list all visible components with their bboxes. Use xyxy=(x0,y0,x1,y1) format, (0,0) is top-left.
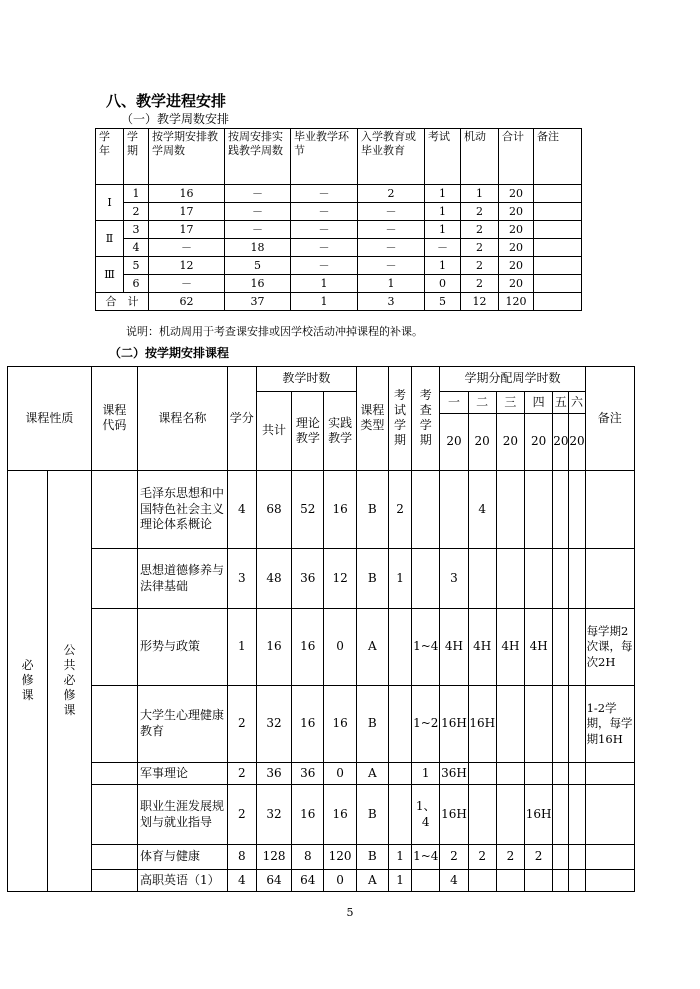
header-type: 课程类型 xyxy=(356,367,388,471)
course-t2 xyxy=(468,785,496,845)
nature-main-label: 必修课 xyxy=(21,658,34,703)
course-remark: 每学期2次课，每次2H xyxy=(585,609,634,686)
header-term-1: 一 xyxy=(440,392,468,414)
week-cell-teach: 17 xyxy=(149,203,225,221)
course-theory: 8 xyxy=(292,845,324,870)
course-exam: 1 xyxy=(388,549,411,609)
course-t4 xyxy=(525,686,553,763)
week-cell-total: 20 xyxy=(499,185,534,203)
week-cell-total: 20 xyxy=(499,275,534,293)
course-t6 xyxy=(569,763,585,785)
course-credit: 1 xyxy=(227,609,256,686)
total-cell-entry: 3 xyxy=(358,293,425,311)
week-cell-flex: 1 xyxy=(461,185,499,203)
course-theory: 64 xyxy=(292,870,324,892)
week-cell-remark xyxy=(534,257,582,275)
course-credit: 4 xyxy=(227,870,256,892)
header-exam-term: 考试学期 xyxy=(388,367,411,471)
week-cell-entry: 1 xyxy=(358,275,425,293)
course-code xyxy=(91,785,137,845)
total-cell-teach: 62 xyxy=(149,293,225,311)
course-check: 1~4 xyxy=(412,609,440,686)
week-cell-total: 20 xyxy=(499,257,534,275)
week-cell-practice: － xyxy=(225,185,291,203)
year-cell: Ⅲ xyxy=(96,257,124,293)
week-cell-practice: 16 xyxy=(225,275,291,293)
course-t6 xyxy=(569,870,585,892)
week-cell-teach: － xyxy=(149,239,225,257)
header-term-3: 三 xyxy=(496,392,524,414)
course-t4: 16H xyxy=(525,785,553,845)
course-check xyxy=(412,549,440,609)
course-t1: 36H xyxy=(440,763,468,785)
course-t1: 16H xyxy=(440,785,468,845)
week-cell-exam: 0 xyxy=(425,275,461,293)
week-cell-flex: 2 xyxy=(461,275,499,293)
course-row xyxy=(8,870,635,892)
course-total: 128 xyxy=(256,845,291,870)
week-cell-teach: 12 xyxy=(149,257,225,275)
course-t5 xyxy=(553,763,569,785)
course-t2 xyxy=(468,549,496,609)
course-theory: 16 xyxy=(292,609,324,686)
course-credit: 4 xyxy=(227,471,256,549)
course-t5 xyxy=(553,845,569,870)
week-cell-exam: 1 xyxy=(425,185,461,203)
header-code: 课程代码 xyxy=(91,367,137,471)
week-cell-grad: － xyxy=(291,257,358,275)
week-cell-teach: 16 xyxy=(149,185,225,203)
course-t1: 4 xyxy=(440,870,468,892)
course-t5 xyxy=(553,549,569,609)
course-name: 高职英语（1） xyxy=(138,870,228,892)
header-hours-group: 教学时数 xyxy=(256,367,356,392)
course-credit: 2 xyxy=(227,686,256,763)
header-term-6: 六 xyxy=(569,392,585,414)
course-t4 xyxy=(525,471,553,549)
course-total: 36 xyxy=(256,763,291,785)
course-code xyxy=(91,609,137,686)
course-check xyxy=(412,870,440,892)
course-t4 xyxy=(525,763,553,785)
week-table-row xyxy=(96,257,582,275)
course-t3 xyxy=(496,686,524,763)
course-t5 xyxy=(553,785,569,845)
course-t6 xyxy=(569,549,585,609)
header-remark: 备注 xyxy=(585,367,634,471)
course-code xyxy=(91,845,137,870)
course-t4: 4H xyxy=(525,609,553,686)
course-name: 形势与政策 xyxy=(138,609,228,686)
course-type: B xyxy=(356,471,388,549)
header-weeks-5: 20 xyxy=(553,414,569,471)
header-weeks-3: 20 xyxy=(496,414,524,471)
course-exam: 2 xyxy=(388,471,411,549)
week-cell-exam: 1 xyxy=(425,221,461,239)
course-code xyxy=(91,471,137,549)
course-credit: 3 xyxy=(227,549,256,609)
header-cell: 合计 xyxy=(499,129,534,185)
course-type: B xyxy=(356,845,388,870)
course-practice: 0 xyxy=(324,763,356,785)
header-weeks-2: 20 xyxy=(468,414,496,471)
section-title: 八、教学进程安排 xyxy=(106,92,227,110)
course-theory: 16 xyxy=(292,785,324,845)
course-remark xyxy=(585,870,634,892)
course-t1: 3 xyxy=(440,549,468,609)
year-cell: Ⅱ xyxy=(96,221,124,257)
header-credit: 学分 xyxy=(227,367,256,471)
course-total: 64 xyxy=(256,870,291,892)
course-t3 xyxy=(496,549,524,609)
header-weeks-1: 20 xyxy=(440,414,468,471)
course-total: 68 xyxy=(256,471,291,549)
week-cell-practice: － xyxy=(225,203,291,221)
course-practice: 0 xyxy=(324,609,356,686)
week-cell-term: 6 xyxy=(124,275,149,293)
course-practice: 16 xyxy=(324,686,356,763)
week-table-row xyxy=(96,203,582,221)
course-type: A xyxy=(356,609,388,686)
week-cell-term: 5 xyxy=(124,257,149,275)
header-cell: 备注 xyxy=(534,129,582,185)
week-cell-grad: － xyxy=(291,185,358,203)
course-table-body xyxy=(8,471,635,892)
course-row xyxy=(8,763,635,785)
subsection-week-title: （一）教学周数安排 xyxy=(121,112,230,126)
course-t3 xyxy=(496,870,524,892)
course-total: 32 xyxy=(256,785,291,845)
course-code xyxy=(91,686,137,763)
week-cell-term: 2 xyxy=(124,203,149,221)
course-name: 职业生涯发展规划与就业指导 xyxy=(138,785,228,845)
week-cell-grad: － xyxy=(291,239,358,257)
course-credit: 2 xyxy=(227,763,256,785)
week-cell-remark xyxy=(534,275,582,293)
course-row xyxy=(8,845,635,870)
course-credit: 2 xyxy=(227,785,256,845)
course-t6 xyxy=(569,471,585,549)
course-t2 xyxy=(468,763,496,785)
course-name: 思想道德修养与法律基础 xyxy=(138,549,228,609)
week-cell-remark xyxy=(534,203,582,221)
course-t4 xyxy=(525,549,553,609)
course-row xyxy=(8,785,635,845)
course-code xyxy=(91,549,137,609)
course-exam: 1 xyxy=(388,870,411,892)
week-table-row xyxy=(96,221,582,239)
week-cell-entry: － xyxy=(358,239,425,257)
nature-main-cell xyxy=(8,471,48,892)
header-nature: 课程性质 xyxy=(8,367,92,471)
course-code xyxy=(91,870,137,892)
course-check: 1~2 xyxy=(412,686,440,763)
week-cell-flex: 2 xyxy=(461,221,499,239)
week-table-body xyxy=(96,185,582,311)
week-cell-term: 1 xyxy=(124,185,149,203)
week-cell-exam: － xyxy=(425,239,461,257)
week-cell-term: 3 xyxy=(124,221,149,239)
course-row xyxy=(8,471,635,549)
header-cell: 按学期安排教学周数 xyxy=(149,129,225,185)
course-total: 32 xyxy=(256,686,291,763)
total-cell-exam: 5 xyxy=(425,293,461,311)
header-cell: 学期 xyxy=(124,129,149,185)
course-t5 xyxy=(553,609,569,686)
course-check xyxy=(412,471,440,549)
course-t5 xyxy=(553,870,569,892)
week-table-row xyxy=(96,239,582,257)
header-weekly-group: 学期分配周学时数 xyxy=(440,367,585,392)
course-t1: 2 xyxy=(440,845,468,870)
header-practice: 实践教学 xyxy=(324,392,356,471)
course-t2: 4H xyxy=(468,609,496,686)
course-t1 xyxy=(440,471,468,549)
header-cell: 入学教育或毕业教育 xyxy=(358,129,425,185)
course-t4: 2 xyxy=(525,845,553,870)
course-total: 48 xyxy=(256,549,291,609)
course-t3: 2 xyxy=(496,845,524,870)
course-practice: 12 xyxy=(324,549,356,609)
week-cell-grad: － xyxy=(291,221,358,239)
course-t2: 16H xyxy=(468,686,496,763)
course-total: 16 xyxy=(256,609,291,686)
course-remark xyxy=(585,785,634,845)
course-schedule-table xyxy=(7,366,635,892)
course-t3 xyxy=(496,785,524,845)
total-cell-total: 120 xyxy=(499,293,534,311)
course-exam xyxy=(388,686,411,763)
header-term-2: 二 xyxy=(468,392,496,414)
course-t6 xyxy=(569,609,585,686)
week-cell-practice: 18 xyxy=(225,239,291,257)
header-cell: 学年 xyxy=(96,129,124,185)
week-table-total-row xyxy=(96,293,582,311)
course-check: 1~4 xyxy=(412,845,440,870)
course-t6 xyxy=(569,785,585,845)
course-t6 xyxy=(569,686,585,763)
course-theory: 52 xyxy=(292,471,324,549)
header-name: 课程名称 xyxy=(138,367,228,471)
header-total: 共计 xyxy=(256,392,291,471)
course-type: B xyxy=(356,686,388,763)
week-cell-remark xyxy=(534,185,582,203)
week-cell-total: 20 xyxy=(499,221,534,239)
course-name: 体育与健康 xyxy=(138,845,228,870)
week-cell-practice: － xyxy=(225,221,291,239)
week-cell-entry: － xyxy=(358,203,425,221)
header-theory: 理论教学 xyxy=(292,392,324,471)
subsection-course-title: （二）按学期安排课程 xyxy=(109,346,230,360)
course-t3: 4H xyxy=(496,609,524,686)
course-t3 xyxy=(496,763,524,785)
course-t5 xyxy=(553,471,569,549)
course-remark xyxy=(585,845,634,870)
header-check-term: 考查学期 xyxy=(412,367,440,471)
course-type: B xyxy=(356,785,388,845)
note-text: 说明：机动周用于考查课安排或因学校活动冲掉课程的补课。 xyxy=(126,325,423,338)
week-cell-practice: 5 xyxy=(225,257,291,275)
course-theory: 36 xyxy=(292,763,324,785)
course-code xyxy=(91,763,137,785)
course-theory: 16 xyxy=(292,686,324,763)
week-cell-teach: 17 xyxy=(149,221,225,239)
nature-sub-label: 公共必修课 xyxy=(63,643,76,718)
course-practice: 0 xyxy=(324,870,356,892)
course-check: 1、4 xyxy=(412,785,440,845)
week-cell-teach: － xyxy=(149,275,225,293)
course-name: 大学生心理健康教育 xyxy=(138,686,228,763)
course-row xyxy=(8,549,635,609)
course-t1: 4H xyxy=(440,609,468,686)
course-name: 军事理论 xyxy=(138,763,228,785)
course-row xyxy=(8,609,635,686)
week-schedule-table xyxy=(95,128,582,311)
week-table-header-row xyxy=(96,129,582,185)
week-cell-grad: － xyxy=(291,203,358,221)
course-t2: 2 xyxy=(468,845,496,870)
course-practice: 16 xyxy=(324,471,356,549)
header-cell: 考试 xyxy=(425,129,461,185)
course-t5 xyxy=(553,686,569,763)
header-cell: 毕业教学环节 xyxy=(291,129,358,185)
total-label: 合 计 xyxy=(96,293,149,311)
week-cell-exam: 1 xyxy=(425,203,461,221)
week-cell-entry: 2 xyxy=(358,185,425,203)
course-header-row-1 xyxy=(8,367,635,392)
total-cell-remark xyxy=(534,293,582,311)
week-cell-flex: 2 xyxy=(461,239,499,257)
header-term-5: 五 xyxy=(553,392,569,414)
course-type: B xyxy=(356,549,388,609)
course-t2: 4 xyxy=(468,471,496,549)
week-cell-flex: 2 xyxy=(461,257,499,275)
course-t2 xyxy=(468,870,496,892)
header-weeks-4: 20 xyxy=(525,414,553,471)
course-type: A xyxy=(356,870,388,892)
week-cell-remark xyxy=(534,239,582,257)
course-practice: 120 xyxy=(324,845,356,870)
course-t3 xyxy=(496,471,524,549)
course-exam: 1 xyxy=(388,845,411,870)
nature-sub-cell xyxy=(48,471,91,892)
week-table-row xyxy=(96,185,582,203)
year-cell: Ⅰ xyxy=(96,185,124,221)
course-exam xyxy=(388,785,411,845)
total-cell-grad: 1 xyxy=(291,293,358,311)
course-t1: 16H xyxy=(440,686,468,763)
week-cell-remark xyxy=(534,221,582,239)
header-weeks-6: 20 xyxy=(569,414,585,471)
course-row xyxy=(8,686,635,763)
week-cell-entry: － xyxy=(358,221,425,239)
course-check: 1 xyxy=(412,763,440,785)
header-cell: 机动 xyxy=(461,129,499,185)
course-t6 xyxy=(569,845,585,870)
week-cell-flex: 2 xyxy=(461,203,499,221)
week-cell-entry: － xyxy=(358,257,425,275)
course-remark xyxy=(585,471,634,549)
week-cell-term: 4 xyxy=(124,239,149,257)
course-theory: 36 xyxy=(292,549,324,609)
header-cell: 按周安排实践教学周数 xyxy=(225,129,291,185)
course-exam xyxy=(388,609,411,686)
course-remark xyxy=(585,549,634,609)
week-cell-total: 20 xyxy=(499,203,534,221)
course-remark xyxy=(585,763,634,785)
course-name: 毛泽东思想和中国特色社会主义理论体系概论 xyxy=(138,471,228,549)
course-type: A xyxy=(356,763,388,785)
week-cell-grad: 1 xyxy=(291,275,358,293)
total-cell-flex: 12 xyxy=(461,293,499,311)
week-cell-total: 20 xyxy=(499,239,534,257)
week-cell-exam: 1 xyxy=(425,257,461,275)
week-table-row xyxy=(96,275,582,293)
course-remark: 1-2学期，每学期16H xyxy=(585,686,634,763)
course-credit: 8 xyxy=(227,845,256,870)
total-cell-practice: 37 xyxy=(225,293,291,311)
course-exam xyxy=(388,763,411,785)
course-t4 xyxy=(525,870,553,892)
page-number: 5 xyxy=(346,906,354,919)
header-term-4: 四 xyxy=(525,392,553,414)
course-practice: 16 xyxy=(324,785,356,845)
